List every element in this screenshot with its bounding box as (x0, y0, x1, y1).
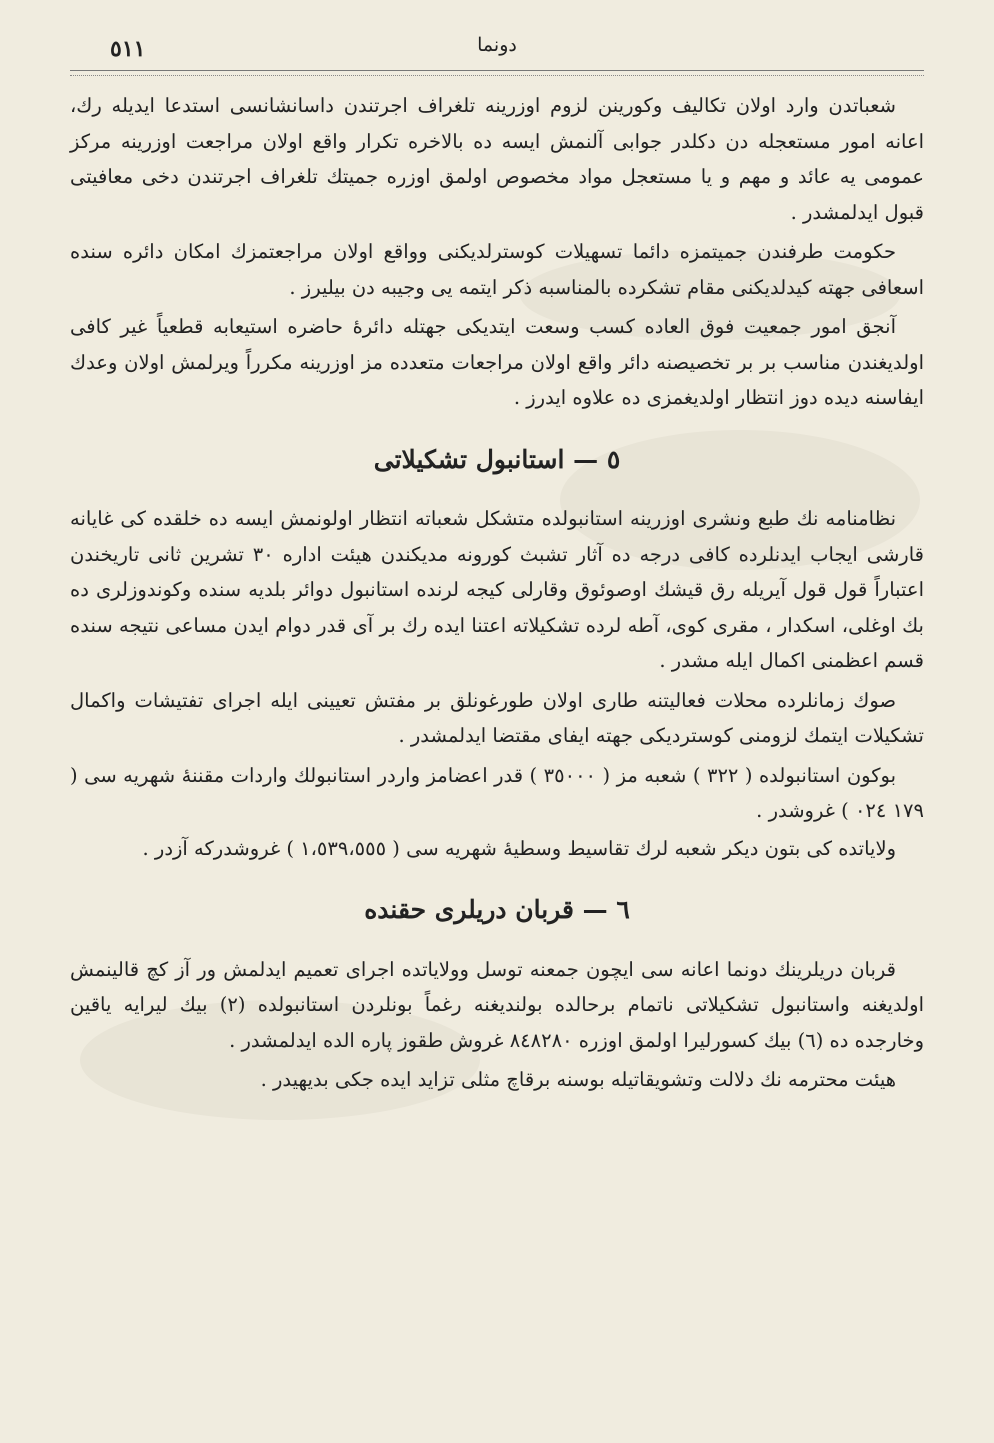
running-title: دونما (477, 34, 517, 56)
paragraph: بوکون استانبولده ( ٣٢٢ ) شعبه مز ( ٣٥٠٠٠ ) قدر اعضامز واردر استانبولك واردات مقننهٔ شهریه سی ( ١٧٩ ٠٢٤ ) غروشدر . (70, 763, 924, 822)
page-body (70, 88, 924, 1102)
paragraph: ولایاتده کی بتون دیکر شعبه لرك تقاسیط وسطیهٔ شهریه سی ( ١،٥٣٩،٥٥٥ ) غروشدرکه آزدر . (142, 836, 896, 860)
paragraph: هیئت محترمه نك دلالت وتشویقاتیله بوسنه برقاچ مثلی تزاید ایده جکی بدیهیدر . (260, 1068, 896, 1091)
paragraph: صوك زمانلرده محلات فعالیتنه طاری اولان طورغونلق بر مفتش تعیینی ایله اجرای تفتیشات واکمال تشکیلات ایتمك لزومنی کوستردیکی جهته ایفای مقتضا ایدلمشدر . (70, 688, 924, 747)
paragraph: حکومت طرفندن جمیتمزه دائما تسهیلات کوسترلدیکنی وواقع اولان مراجعتمزك امکان دائره سنده اسعافی جهته کیدلدیکنی مقام تشکرده بالمناسبه ذکر ایتمه یی وجیبه دن بیلیرز . (70, 240, 924, 299)
paragraph: آنجق امور جمعیت فوق العاده کسب وسعت ایتدیکی جهتله دائرهٔ حاضره استیعابه قطعیاً غیر کافی اولدیغندن مناسب بر بر تخصیصنه دائر واقع اولان مراجعات متعدده مز اوزرینه مکرراً ویرلمش اولان وعدك ایفاسنه دیده دوز انتظار اولدیغمزی ده علاوه ایدرز . (70, 315, 924, 409)
paragraph: قربان دریلرینك دونما اعانه سی ایچون جمعنه توسل وولایاتده اجرای تعمیم ایدلمش ور آز کچ قالینمش اولدیغنه واستانبول تشکیلاتی ناتمام برحالده بولندیغنه رغماً بونلردن استانبولده (٢) بیك لیرایه یاقین وخارجده ده (٦) بیك کسورلیرا اولمق اوزره ٨٤٨٢٨٠ غروش طقوز پاره الده ایدلمشدر . (70, 957, 924, 1052)
section-heading: ٥ — استانبول تشکیلاتی (373, 444, 621, 474)
header-rule (70, 70, 924, 76)
paragraph: نظامنامه نك طبع ونشری اوزرینه استانبولده متشکل شعباته انتظار اولونمش ایسه ده خلقده کی غایانه قارشی ایجاب ایدنلرده کافی درجه ده آثار تشبث کورونه مدیکندن هیئت اداره ٣٠ تشرین ثانی تاریخندن اعتباراً قول قول آیریله رق قیشك اوصوئوق وقارلی کیجه لرنده استانبول دوائر بلدیه سنده وکوندوزلری ده بك اوغلی، اسکدار ، مقری کوی، آطه لرده تشکیلاته اعتنا ایده رك بر آی قدر دوام ایدن مساعی نتیجه سنده قسم اعظمنی اکمال ایله مشدر . (70, 507, 924, 672)
section-heading: ٦ — قربان دریلری حقنده (364, 895, 630, 924)
page-number: ٥١١ (110, 36, 146, 62)
paragraph: شعباتدن وارد اولان تکالیف وکورینن لزوم اوزرینه تلغراف اجرتندن داسانشانسی استدعا ایدیله رك، اعانه امور مستعجله دن دکلدر جوابی آلنمش ایسه ده بالاخره تکرار واقع اولان مراجعت اوزرینه مرکز عمومی یه عائد و مهم و یا مستعجل مواد مخصوص اولمق اوزره جمیتك تلغراف اجرتندن دخی معافیتی قبول ایدلمشدر . (70, 94, 924, 224)
page-header (70, 30, 924, 70)
